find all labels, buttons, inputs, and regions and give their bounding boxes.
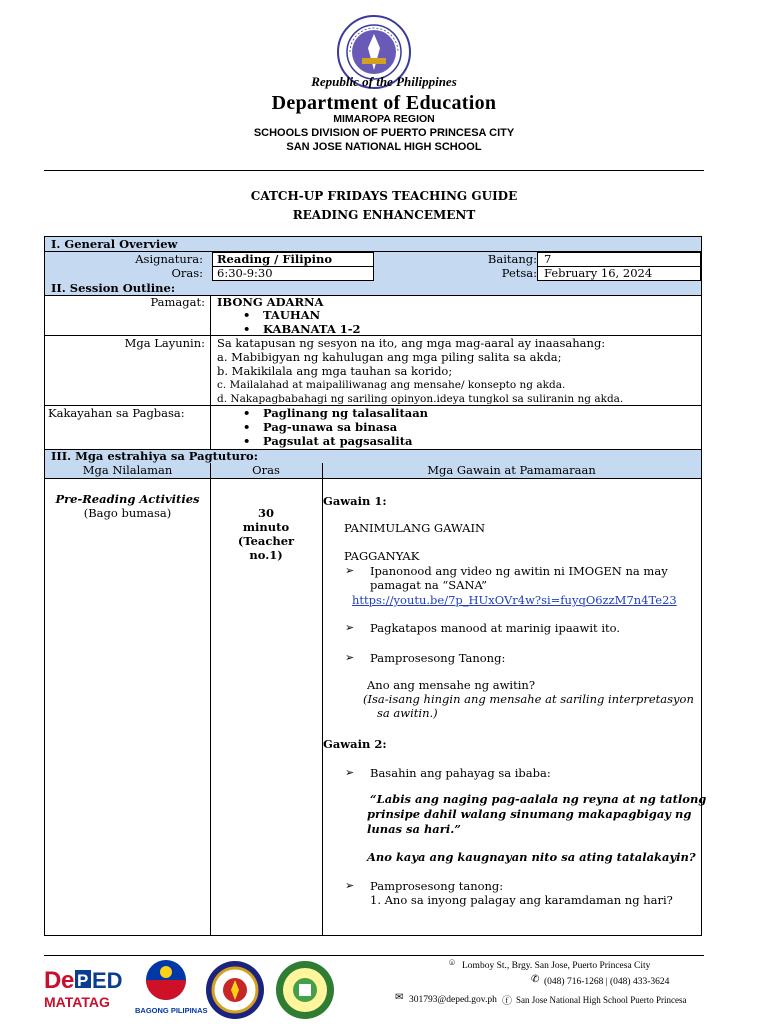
svg-text:MATATAG: MATATAG — [44, 994, 110, 1010]
svg-text:e: e — [61, 967, 75, 994]
division-seal-icon — [205, 960, 265, 1020]
col-divider — [322, 463, 323, 935]
footer-divider — [44, 955, 704, 956]
petsa-label: Petsa: — [501, 266, 537, 280]
baitang-label: Baitang: — [487, 252, 537, 266]
col-oras: Oras — [252, 463, 280, 477]
layunin-item: c. Mailalahad at maipaliliwanag ang mensahe/ konsepto ng akda. — [217, 379, 566, 391]
layunin-item: d. Nakapagbabahagi ng sariling opinyon.ideya tungkol sa suliranin ng akda. — [217, 393, 624, 405]
department-heading: Department of Education — [271, 92, 497, 114]
quote-line3: lunas sa hari.” — [367, 822, 461, 836]
time-line: (Teacher — [237, 534, 295, 548]
pamagat-label: Pamagat: — [150, 295, 205, 309]
svg-text:P: P — [77, 971, 89, 990]
guide-title: CATCH-UP FRIDAYS TEACHING GUIDE — [250, 189, 518, 203]
email-text[interactable]: 301793@deped.gov.ph — [409, 995, 497, 1005]
layunin-intro: Sa katapusan ng sesyon na ito, ang mga mag-aaral ay inaasahang: — [217, 336, 606, 350]
col-gawain: Mga Gawain at Pamamaraan — [427, 463, 596, 477]
baitang-value: 7 — [544, 252, 552, 266]
school-heading: SAN JOSE NATIONAL HIGH SCHOOL — [286, 141, 482, 153]
svg-text:ED: ED — [92, 968, 123, 993]
region-heading: MIMAROPA REGION — [333, 113, 435, 125]
pamagat-item: • TAUHAN — [263, 309, 320, 322]
arrow-bullet-icon: ➢ — [345, 766, 355, 779]
ipanonood-line2: pamagat na “SANA” — [370, 578, 488, 592]
pamprosesong2-text: Pamprosesong tanong: — [370, 879, 504, 893]
division-heading: SCHOOLS DIVISION OF PUERTO PRINCESA CITY — [253, 127, 515, 139]
location-icon: ⌾ — [449, 958, 455, 969]
pamagat-item: • KABANATA 1-2 — [263, 323, 361, 336]
session-heading: II. Session Outline: — [51, 281, 176, 295]
arrow-bullet-icon: ➢ — [345, 879, 355, 892]
oras-value: 6:30-9:30 — [217, 266, 273, 280]
basahin-text: Basahin ang pahayag sa ibaba: — [370, 766, 551, 780]
quote-line2: prinsipe dahil walang sinumang makapagbigay ng — [367, 807, 692, 821]
pamagat-value: IBONG ADARNA — [217, 295, 324, 309]
header-divider — [44, 170, 704, 171]
svg-text:BAGONG PILIPINAS: BAGONG PILIPINAS — [135, 1006, 208, 1015]
isa-isang-line1: (Isa-isang hingin ang mensahe at sariling interpretasyon — [363, 692, 694, 706]
bagong-pilipinas-logo — [132, 958, 208, 1016]
pagganyak-text: PAGGANYAK — [344, 549, 420, 563]
layunin-label: Mga Layunin: — [124, 336, 205, 350]
kakayahan-label: Kakayahan sa Pagbasa: — [48, 406, 185, 420]
baitang-cell — [537, 252, 701, 267]
kakayahan-item: • Paglinang ng talasalitaan — [263, 407, 428, 420]
arrow-bullet-icon: ➢ — [345, 564, 355, 577]
address-text: Lomboy St., Brgy. San Jose, Puerto Princesa City — [462, 961, 651, 971]
svg-text:D: D — [44, 967, 62, 994]
facebook-text[interactable]: San Jose National High School Puerto Princesa — [516, 995, 687, 1005]
kakayahan-item: • Pag-unawa sa binasa — [263, 421, 397, 434]
question-1: 1. Ano sa inyong palagay ang karamdaman ng hari? — [370, 893, 673, 907]
panimula-text: PANIMULANG GAWAIN — [344, 521, 486, 535]
phone-icon: ✆ — [531, 974, 540, 985]
ano-mensahe-text: Ano ang mensahe ng awitin? — [367, 678, 535, 692]
youtube-link[interactable]: https://youtu.be/7p_HUxOVr4w?si=fuyqO6zzM7n4Te23 — [352, 593, 677, 607]
facebook-icon: ⓕ — [502, 996, 512, 1007]
phone-text: (048) 716-1268 | (048) 433-3624 — [544, 977, 670, 987]
isa-isang-line2: sa awitin.) — [377, 706, 438, 720]
teaching-guide-table — [44, 236, 707, 936]
strategies-heading: III. Mga estrahiya sa Pagtuturo: — [51, 449, 258, 463]
kakayahan-item: • Pagsulat at pagsasalita — [263, 435, 412, 448]
deped-matatag-logo — [44, 962, 122, 1012]
oras-label: Oras: — [171, 266, 203, 280]
bago-label: (Bago bumasa) — [83, 506, 172, 520]
petsa-value: February 16, 2024 — [544, 266, 653, 280]
quote-line1: “Labis ang naging pag-aalala ng reyna at ng tatlong — [370, 792, 707, 806]
gawain1-heading: Gawain 1: — [323, 494, 387, 508]
layunin-item: a. Mabibigyan ng kahulugan ang mga piling salita sa akda; — [217, 350, 562, 364]
pamprosesong1-text: Pamprosesong Tanong: — [370, 651, 506, 665]
asignatura-label: Asignatura: — [135, 252, 203, 266]
time-line: minuto — [242, 520, 290, 534]
ipanonood-line1: Ipanonood ang video ng awitin ni IMOGEN na may — [370, 564, 668, 578]
layunin-item: b. Makikilala ang mga tauhan sa korido; — [217, 364, 453, 378]
time-line: no.1) — [249, 548, 283, 562]
gawain2-heading: Gawain 2: — [323, 737, 387, 751]
pagkatapos-text: Pagkatapos manood at marinig ipaawit ito. — [370, 621, 621, 635]
guide-subtitle: READING ENHANCEMENT — [292, 208, 476, 222]
arrow-bullet-icon: ➢ — [345, 651, 355, 664]
pre-reading-label: Pre-Reading Activities — [55, 492, 200, 506]
col-nilalaman: Mga Nilalaman — [82, 463, 173, 477]
session-divider — [210, 295, 211, 450]
time-line: 30 — [257, 506, 274, 520]
email-icon: ✉ — [395, 992, 404, 1003]
school-seal-icon — [274, 960, 336, 1020]
ano-kaya-text: Ano kaya ang kaugnayan nito sa ating tatalakayin? — [367, 850, 696, 864]
arrow-bullet-icon: ➢ — [345, 621, 355, 634]
republic-heading: Republic of the Philippines — [311, 74, 457, 89]
general-heading: I. General Overview — [51, 237, 178, 251]
asignatura-value: Reading / Filipino — [217, 252, 333, 266]
